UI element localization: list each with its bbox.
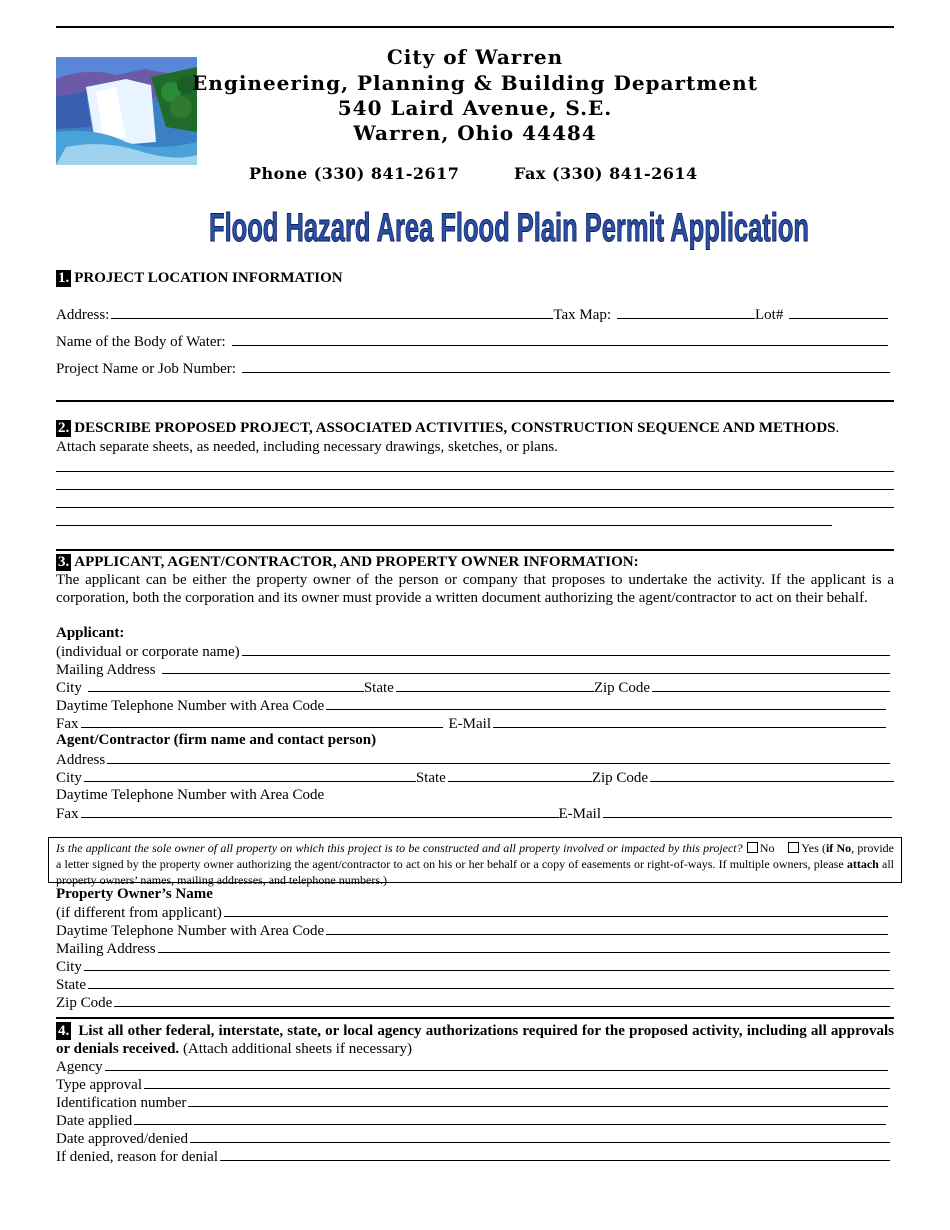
agent-zip-field[interactable] — [650, 768, 894, 782]
denial-reason-row — [56, 1147, 894, 1165]
applicant-phone-field[interactable] — [326, 696, 886, 710]
street-address: 540 Laird Avenue, S.E. — [337, 96, 613, 120]
date-approved-row — [56, 1129, 894, 1147]
applicant-name-row — [56, 642, 894, 660]
owner-zip-label: Zip Code — [56, 995, 113, 1011]
applicant-fax-row — [56, 714, 894, 732]
applicant-phone-row — [56, 696, 894, 714]
owner-state-field[interactable] — [88, 975, 894, 989]
section-2-rule — [56, 549, 894, 551]
project-name-label: Project Name or Job Number: — [56, 361, 236, 377]
city-state-zip: Warren, Ohio 44484 — [353, 121, 597, 145]
address-row — [56, 305, 894, 323]
body-of-water-label: Name of the Body of Water: — [56, 334, 226, 350]
no-label: No — [759, 841, 775, 855]
applicant-name-label: (individual or corporate name) — [56, 644, 240, 660]
section-4-number: 4. — [58, 1023, 70, 1039]
phone-number: Phone (330) 841-2617 — [249, 164, 460, 183]
description-line-4[interactable] — [56, 525, 832, 526]
agency-field[interactable] — [105, 1057, 888, 1071]
agent-heading: Agent/Contractor (firm name and contact person) — [56, 732, 377, 748]
sole-owner-question: Is the applicant the sole owner of all property on which this project is to be constructed and all property involved or impacted by this project? — [56, 841, 743, 855]
agent-fax-row — [56, 804, 894, 822]
yes-checkbox[interactable] — [788, 842, 799, 853]
applicant-email-label: E-Mail — [448, 716, 491, 732]
form-title-text: Flood Hazard Area Flood Plain Permit Application — [209, 206, 809, 250]
description-line-1[interactable] — [56, 471, 894, 472]
owner-city-row — [56, 957, 894, 975]
identification-number-label: Identification number — [56, 1095, 187, 1111]
body-of-water-field[interactable] — [232, 332, 888, 346]
agency-row — [56, 1057, 894, 1075]
section-2-period: . — [835, 420, 840, 436]
owner-name-field[interactable] — [224, 903, 888, 917]
applicant-phone-label: Daytime Telephone Number with Area Code — [56, 698, 325, 714]
agent-city-label: City — [56, 770, 82, 786]
section-1-heading — [56, 270, 343, 287]
owner-mailing-field[interactable] — [158, 939, 890, 953]
agent-address-row — [56, 750, 894, 768]
agent-email-field[interactable] — [603, 804, 892, 818]
owner-state-row — [56, 975, 894, 993]
agency-label: Agency — [56, 1059, 103, 1075]
agent-email-label: E-Mail — [558, 806, 601, 822]
section-4-title: List all other federal, interstate, state, or local agency authorizations required for the proposed activity, including all approvals or denials received. — [56, 1023, 894, 1057]
agent-fax-field[interactable] — [81, 804, 559, 818]
project-name-row — [56, 359, 894, 377]
applicant-heading: Applicant: — [56, 625, 125, 641]
section-3-heading — [56, 554, 639, 571]
applicant-city-field[interactable] — [88, 678, 364, 692]
agent-zip-label: Zip Code — [591, 770, 649, 786]
applicant-name-field[interactable] — [242, 642, 890, 656]
section-3-rule — [56, 1017, 894, 1019]
section-2-title: DESCRIBE PROPOSED PROJECT, ASSOCIATED ACTIVITIES, CONSTRUCTION SEQUENCE AND METHODS — [74, 420, 836, 436]
applicant-zip-field[interactable] — [652, 678, 890, 692]
address-field[interactable] — [111, 305, 553, 319]
owner-heading: Property Owner’s Name — [56, 886, 213, 902]
tax-map-field[interactable] — [617, 305, 755, 319]
date-approved-field[interactable] — [190, 1129, 890, 1143]
section-2-instructions: Attach separate sheets, as needed, including necessary drawings, sketches, or plans. — [56, 439, 558, 455]
sole-owner-notice — [48, 837, 902, 887]
agent-phone-label: Daytime Telephone Number with Area Code — [56, 787, 325, 803]
department-name: Engineering, Planning & Building Department — [192, 71, 758, 95]
section-3-title: APPLICANT, AGENT/CONTRACTOR, AND PROPERTY OWNER INFORMATION: — [74, 554, 639, 570]
owner-state-label: State — [56, 977, 86, 993]
agent-address-field[interactable] — [107, 750, 890, 764]
identification-number-field[interactable] — [188, 1093, 888, 1107]
section-3-description: The applicant can be either the property owner of the person or company that proposes to undertake the activity. If the applicant is a corporation, both the corporation and its owner must provide a written document authorizing the agent/contractor to act on their behalf. — [56, 572, 894, 606]
owner-zip-field[interactable] — [114, 993, 890, 1007]
yes-label: Yes ( — [801, 841, 826, 855]
section-4-note: (Attach additional sheets if necessary) — [179, 1041, 413, 1057]
tax-map-label: Tax Map: — [553, 307, 612, 323]
type-approval-label: Type approval — [56, 1077, 143, 1093]
description-line-3[interactable] — [56, 507, 894, 508]
type-approval-row — [56, 1075, 894, 1093]
attach-text: attach — [846, 857, 879, 871]
lot-field[interactable] — [789, 305, 888, 319]
section-2-heading — [56, 420, 839, 437]
agent-state-label: State — [415, 770, 446, 786]
description-line-2[interactable] — [56, 489, 894, 490]
owner-phone-field[interactable] — [326, 921, 888, 935]
owner-mailing-row — [56, 939, 894, 957]
applicant-zip-label: Zip Code — [593, 680, 651, 696]
applicant-city-label: City — [56, 680, 82, 696]
city-name: City of Warren — [386, 45, 564, 69]
owner-mailing-label: Mailing Address — [56, 941, 156, 957]
section-1-rule — [56, 400, 894, 402]
if-no-text: if No — [825, 841, 852, 855]
agent-fax-label: Fax — [56, 806, 79, 822]
owner-name-row — [56, 903, 894, 921]
section-1-number: 1. — [58, 270, 70, 286]
applicant-mailing-label: Mailing Address — [56, 662, 156, 678]
applicant-state-label: State — [363, 680, 394, 696]
agent-city-row — [56, 768, 894, 786]
applicant-email-field[interactable] — [493, 714, 886, 728]
date-applied-label: Date applied — [56, 1113, 133, 1129]
date-applied-row — [56, 1111, 894, 1129]
owner-name-label: (if different from applicant) — [56, 905, 222, 921]
agent-address-label: Address — [56, 752, 106, 768]
owner-phone-row — [56, 921, 894, 939]
body-of-water-row — [56, 332, 894, 350]
denial-reason-label: If denied, reason for denial — [56, 1149, 219, 1165]
top-rule — [56, 26, 894, 28]
form-title — [208, 203, 810, 251]
applicant-state-field[interactable] — [396, 678, 594, 692]
section-2-number: 2. — [58, 420, 70, 436]
applicant-city-row — [56, 678, 894, 696]
fax-number: Fax (330) 841-2614 — [514, 164, 698, 183]
section-3-number: 3. — [58, 554, 70, 570]
section-4-heading — [56, 1022, 894, 1058]
notice-text-1: , provide a letter signed by the property owner authorizing the agent/contractor to act on his or her behalf or a copy of easements or right-of-ways. If multiple owners, please — [56, 841, 895, 871]
owner-city-label: City — [56, 959, 82, 975]
identification-number-row — [56, 1093, 894, 1111]
denial-reason-field[interactable] — [220, 1147, 890, 1161]
applicant-mailing-row — [56, 660, 894, 678]
date-applied-field[interactable] — [134, 1111, 886, 1125]
applicant-mailing-field[interactable] — [162, 660, 890, 674]
no-checkbox[interactable] — [747, 842, 758, 853]
date-approved-label: Date approved/denied — [56, 1131, 189, 1147]
notice-text-2: all property owners’ names, mailing addresses, and telephone numbers.) — [56, 857, 894, 887]
agent-phone-row — [56, 786, 894, 804]
owner-city-field[interactable] — [84, 957, 890, 971]
owner-zip-row — [56, 993, 894, 1011]
agent-state-field[interactable] — [448, 768, 592, 782]
lot-label: Lot# — [755, 307, 784, 323]
applicant-fax-field[interactable] — [81, 714, 443, 728]
type-approval-field[interactable] — [144, 1075, 890, 1089]
section-1-title: PROJECT LOCATION INFORMATION — [74, 270, 343, 286]
applicant-fax-label: Fax — [56, 716, 79, 732]
owner-phone-label: Daytime Telephone Number with Area Code — [56, 923, 325, 939]
agent-city-field[interactable] — [84, 768, 416, 782]
address-label: Address: — [56, 307, 110, 323]
project-name-field[interactable] — [242, 359, 890, 373]
